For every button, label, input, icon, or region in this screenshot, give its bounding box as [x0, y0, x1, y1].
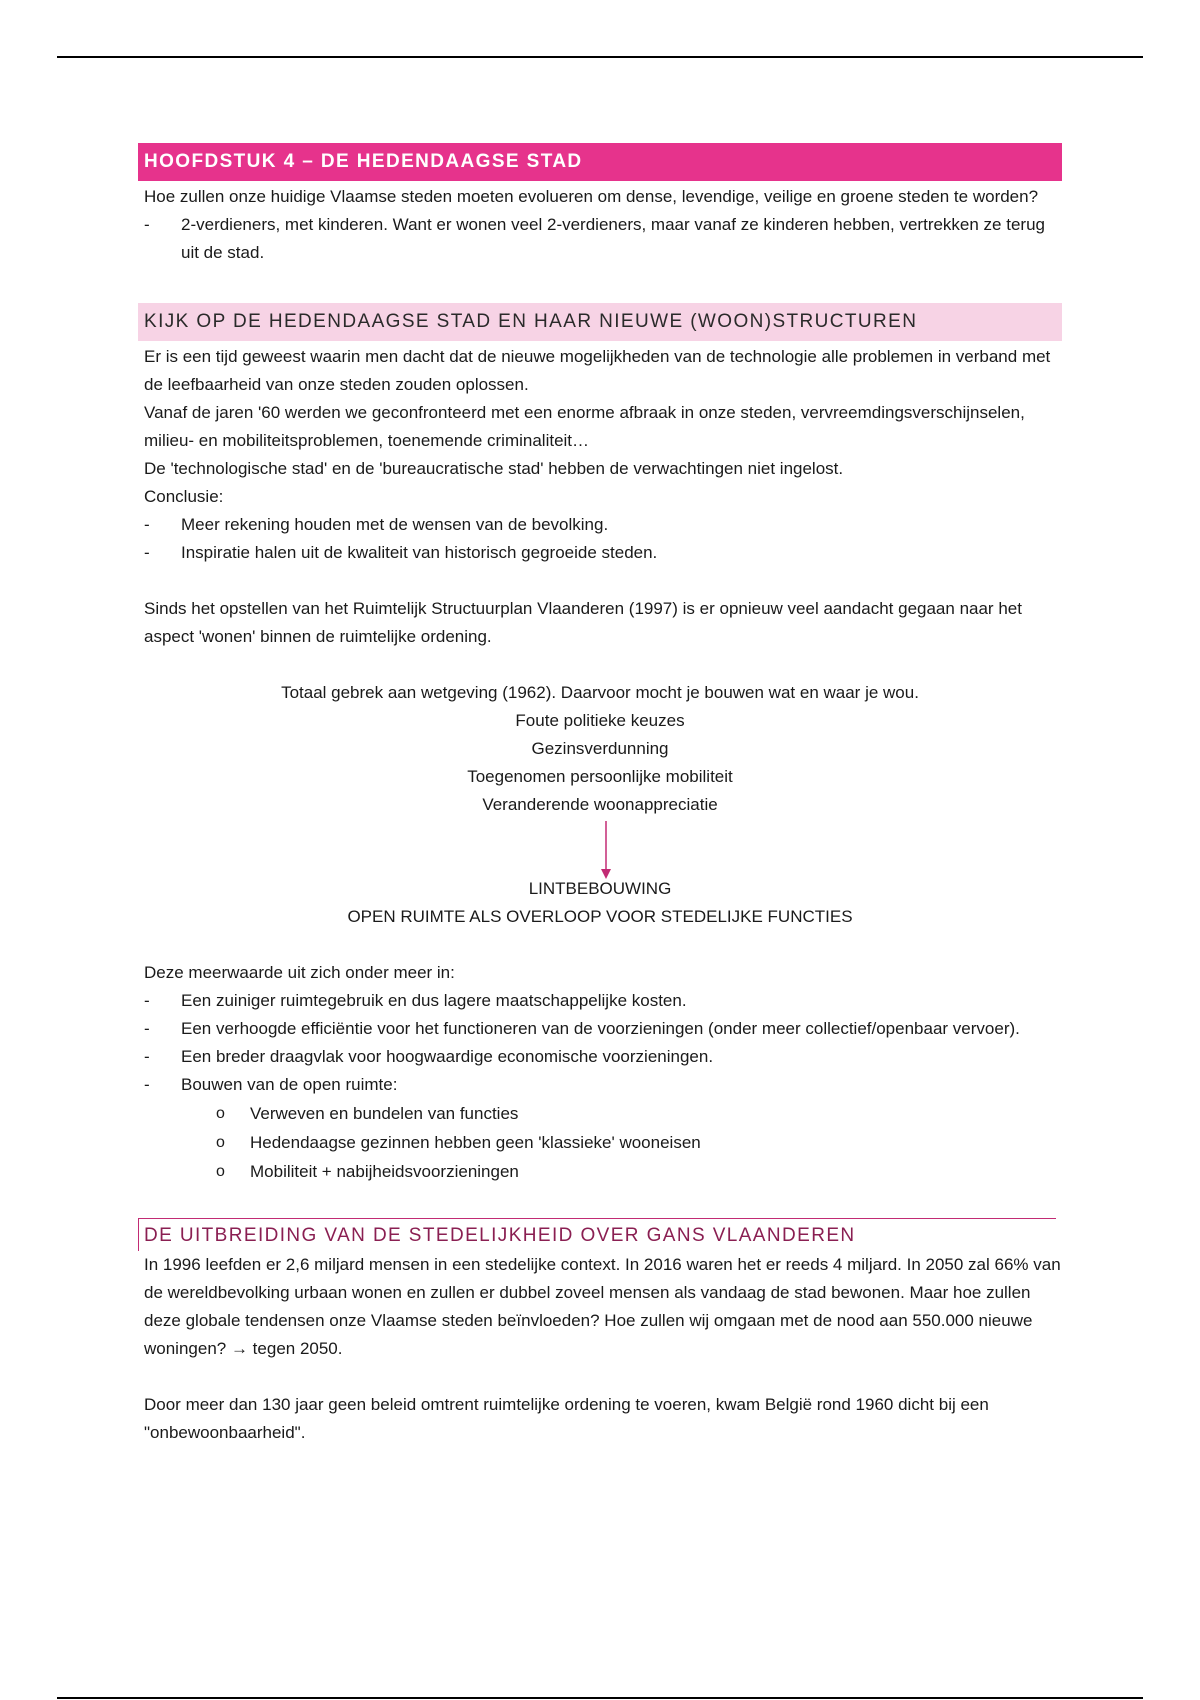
- paragraph-urbanization: In 1996 leefden er 2,6 miljard mensen in een stedelijke context. In 2016 waren het er reeds 4 miljard. In 2050 zal 66% van de wereldbevolking urbaan wonen en zullen er dubbel zoveel mensen als vandaag de stad bewonen. Maar hoe zullen deze globale tendensen onze Vlaamse steden beïnvloeden? Hoe zullen wij omgaan met de nood aan 550.000 nieuwe woningen? → tegen 2050.: [144, 1255, 1061, 1358]
- paragraph-technological-city: De 'technologische stad' en de 'bureaucratische stad' hebben de verwachtingen niet ingelost.: [144, 459, 844, 478]
- causes-diagram: [138, 679, 1062, 931]
- list-item: o Mobiliteit + nabijheidsvoorzieningen: [216, 1157, 1062, 1186]
- value-list: [138, 987, 1062, 1099]
- conclusion-label: Conclusie:: [144, 487, 224, 506]
- list-item: o Verweven en bundelen van functies: [216, 1099, 1062, 1128]
- paragraph-sixties: Vanaf de jaren '60 werden we geconfronteerd met een enorme afbraak in onze steden, vervreemdingsverschijnselen, milieu- en mobiliteitsproblemen, toenemende criminaliteit…: [144, 403, 1025, 450]
- list-item: - Een zuiniger ruimtegebruik en dus lagere maatschappelijke kosten.: [144, 987, 1062, 1015]
- cause-item: Foute politieke keuzes: [515, 711, 685, 730]
- page-content: [138, 143, 1062, 1447]
- paragraph-belgium: Door meer dan 130 jaar geen beleid omtrent ruimtelijke ordening te voeren, kwam België rond 1960 dicht bij een "onbewoonbaarheid".: [144, 1395, 989, 1442]
- intro-paragraph: Hoe zullen onze huidige Vlaamse steden moeten evolueren om dense, levendige, veilige en groene steden te worden?: [144, 187, 1039, 206]
- list-item: - Een verhoogde efficiëntie voor het functioneren van de voorzieningen (onder meer collectief/openbaar vervoer).: [144, 1015, 1062, 1043]
- result-item: OPEN RUIMTE ALS OVERLOOP VOOR STEDELIJKE FUNCTIES: [347, 907, 853, 926]
- paragraph-structuurplan: Sinds het opstellen van het Ruimtelijk Structuurplan Vlaanderen (1997) is er opnieuw veel aandacht gegaan naar het aspect 'wonen' binnen de ruimtelijke ordening.: [144, 599, 1022, 646]
- cause-item: Gezinsverdunning: [531, 739, 669, 758]
- section-heading-uitbreiding: DE UITBREIDING VAN DE STEDELIJKHEID OVER GANS VLAANDEREN: [138, 1218, 1056, 1251]
- conclusion-list: [138, 511, 1062, 567]
- intro-bullet-list: [138, 211, 1062, 267]
- value-intro: Deze meerwaarde uit zich onder meer in:: [144, 963, 455, 982]
- list-item: - Meer rekening houden met de wensen van de bevolking.: [144, 511, 1062, 539]
- list-item: - 2-verdieners, met kinderen. Want er wonen veel 2-verdieners, maar vanaf ze kinderen hebben, vertrekken ze terug uit de stad.: [144, 211, 1062, 267]
- cause-item: Totaal gebrek aan wetgeving (1962). Daarvoor mocht je bouwen wat en waar je wou.: [281, 683, 919, 702]
- result-item: LINTBEBOUWING: [528, 879, 672, 898]
- down-arrow-icon: [138, 819, 1062, 875]
- list-item: - Een breder draagvlak voor hoogwaardige economische voorzieningen.: [144, 1043, 1062, 1071]
- list-item: - Bouwen van de open ruimte:: [144, 1071, 1062, 1099]
- header-rule: [57, 56, 1143, 58]
- list-item: - Inspiratie halen uit de kwaliteit van historisch gegroeide steden.: [144, 539, 1062, 567]
- footer-rule: [57, 1697, 1143, 1699]
- list-item: o Hedendaagse gezinnen hebben geen 'klassieke' wooneisen: [216, 1128, 1062, 1157]
- paragraph-technology: Er is een tijd geweest waarin men dacht dat de nieuwe mogelijkheden van de technologie alle problemen in verband met de leefbaarheid van onze steden zouden oplossen.: [144, 347, 1051, 394]
- section-heading-kijk: KIJK OP DE HEDENDAAGSE STAD EN HAAR NIEUWE (WOON)STRUCTUREN: [138, 303, 1062, 341]
- sub-list: [138, 1099, 1062, 1186]
- cause-item: Veranderende woonappreciatie: [482, 795, 718, 814]
- chapter-heading: HOOFDSTUK 4 – DE HEDENDAAGSE STAD: [138, 143, 1062, 181]
- cause-item: Toegenomen persoonlijke mobiliteit: [467, 767, 733, 786]
